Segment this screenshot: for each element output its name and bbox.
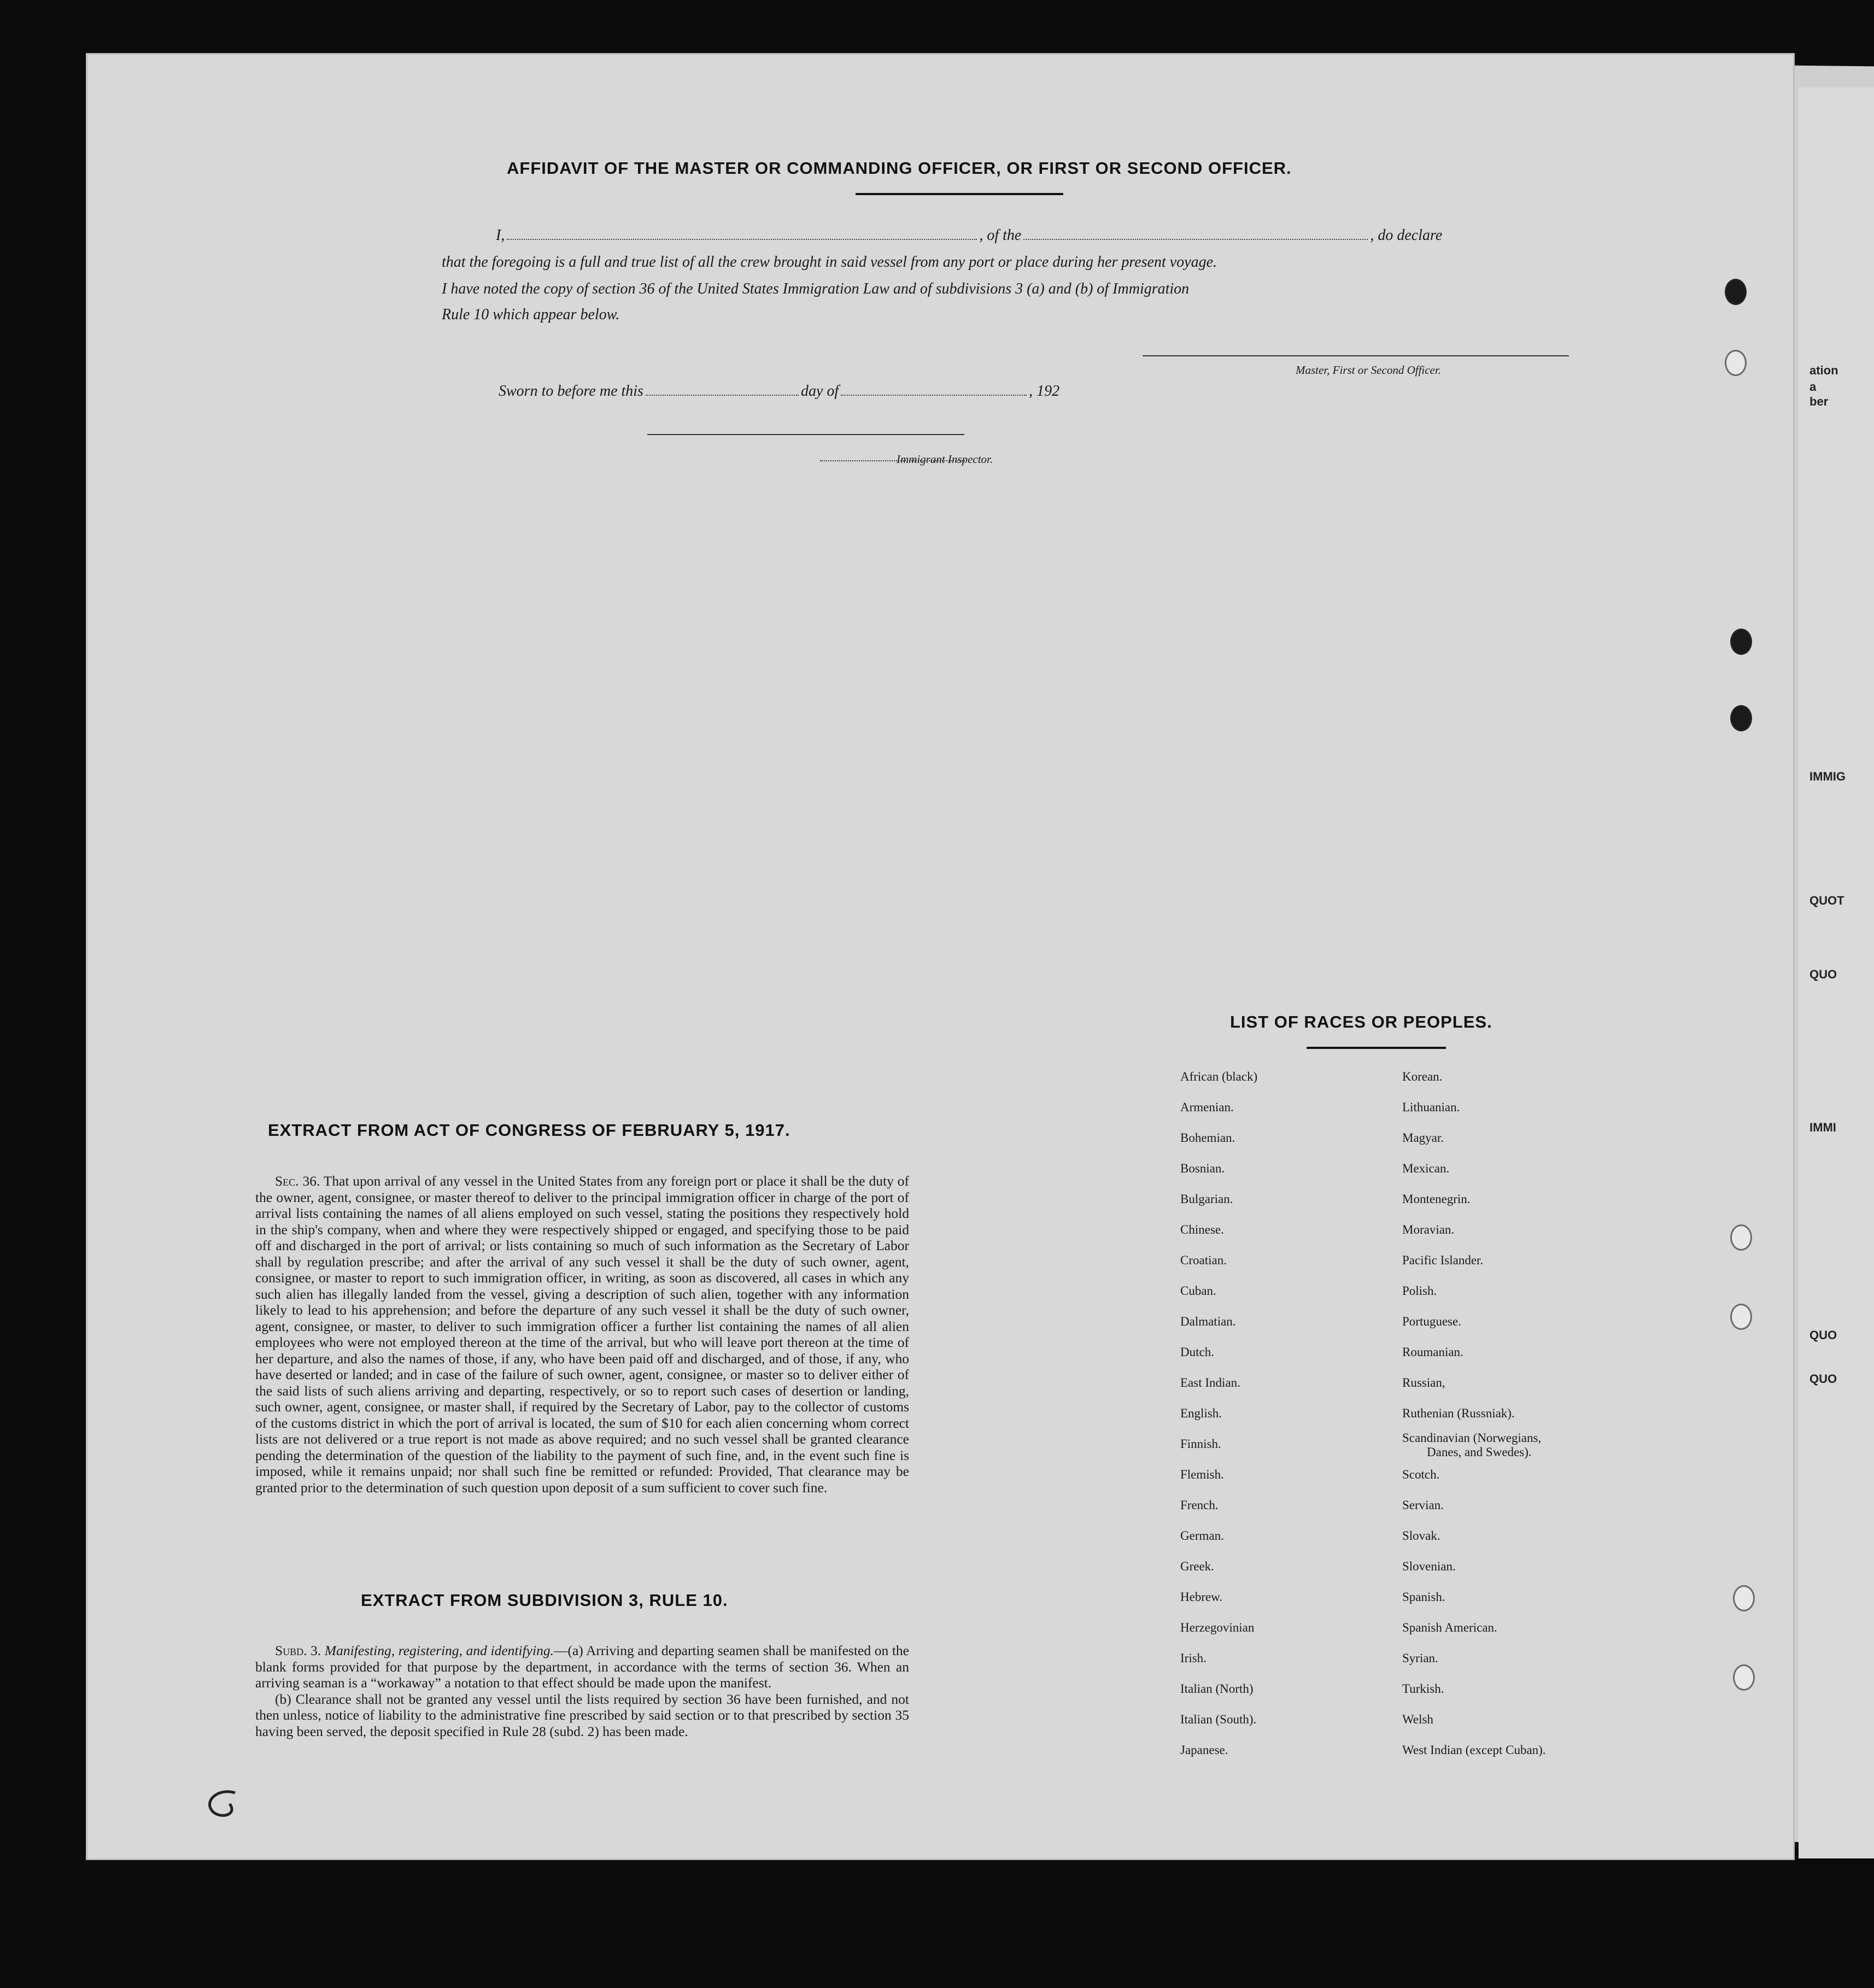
section-36-body: That upon arrival of any vessel in the United States from any foreign port or place it shall be the duty of the owner, agent, consignee, or master thereof to deliver to the principal immigration officer in charge of the port of arrival lists containing the names of all aliens employed on such vessel, stating the positions they respectively hold in the ship's company, when and where they were respectively shipped or engaged, and specifying those to be paid off and discharged in the port of arrival; or lists containing so much of such information as the Secretary of Labor shall by regulation prescribe; and after the arrival of any such vessel it shall be the duty of such owner, agent, consignee, or master to report to such immigration officer, in writing, as soon as discovered, all cases in which any such alien has illegally landed from the vessel, giving a description of such alien, together with any information likely to lead to his apprehension; and before the departure of any such vessel it shall be the duty of such owner, agent, consignee, or master, to deliver to such immigration officer a further list containing the names of all alien employees who were not employed thereon at the time of the arrival, but who will leave port thereon at the time of her departure, and also the names of those, if any, who have been paid off and discharged, and of those, if any, who have deserted or landed; and in case of the failure of such owner, agent, consignee, or master so to deliver either of the said lists of such aliens arriving and departing, respectively, or so to report such cases of desertion or landing, such owner, agent, consignee, or master shall, if required by the Secretary of Labor, pay to the collector of customs of the customs district in which the port of arrival is located, the sum of $10 for each alien concerning whom correct lists are not delivered or a true report is not made as above required; and no such vessel shall be granted clearance pending the determination of the question of the liability to the payment of such fine, and, in the event such fine is imposed, while it remains unpaid; nor shall such fine be remitted or refunded: Provided, That clearance may be granted prior to the determination of such question upon deposit of a sum sufficient to cover such fine.	[255, 1173, 909, 1496]
margin-fragment: QUO	[1809, 967, 1837, 981]
section-36-text	[255, 1173, 909, 1496]
race-item: Welsh	[1402, 1713, 1433, 1726]
subdivision-b	[255, 1691, 909, 1740]
sworn-day-field[interactable]	[646, 394, 799, 396]
race-item: German.	[1180, 1529, 1224, 1543]
declaration-line-4: Rule 10 which appear below.	[442, 306, 620, 323]
race-item: Italian (South).	[1180, 1713, 1257, 1726]
race-item: Magyar.	[1402, 1131, 1444, 1145]
master-signature-line[interactable]	[1143, 355, 1569, 356]
punch-hole	[1730, 1224, 1752, 1251]
race-item: Korean.	[1402, 1070, 1443, 1083]
punch-hole	[1725, 350, 1747, 376]
race-item: Scotch.	[1402, 1468, 1440, 1481]
races-underline	[1307, 1047, 1446, 1049]
race-item: Russian,	[1402, 1376, 1445, 1389]
race-item: Greek.	[1180, 1559, 1214, 1573]
inspector-label: Immigrant Inspector.	[897, 453, 993, 466]
margin-fragment: QUO	[1809, 1328, 1837, 1342]
do-declare-label: , do declare	[1370, 227, 1443, 244]
race-item: East Indian.	[1180, 1376, 1240, 1389]
punch-hole	[1733, 1585, 1755, 1611]
affidavit-title: AFFIDAVIT OF THE MASTER OR COMMANDING OFFICER, OR FIRST OR SECOND OFFICER.	[507, 159, 1292, 178]
declaration-line-3: I have noted the copy of section 36 of the United States Immigration Law and of subdivisions 3 (a) and (b) of Immigration	[442, 280, 1190, 297]
race-item-continued: Danes, and Swedes).	[1427, 1445, 1532, 1459]
race-item: Armenian.	[1180, 1100, 1234, 1114]
punch-hole	[1730, 629, 1752, 655]
race-item: Slovenian.	[1402, 1559, 1456, 1573]
race-item: Dutch.	[1180, 1345, 1214, 1359]
margin-fragment: QUO	[1809, 1372, 1837, 1386]
document-page	[87, 55, 1793, 1858]
race-item: Croatian.	[1180, 1253, 1227, 1267]
sworn-label: Sworn to before me this	[499, 383, 643, 400]
sworn-month-field[interactable]	[841, 394, 1027, 396]
race-item: Irish.	[1180, 1651, 1207, 1665]
subd-para-b: (b) Clearance shall not be granted any vessel until the lists required by section 36 have been furnished, and not then unless, notice of liability to the administrative fine prescribed by said section or to that prescribed by section 35 having been served, the deposit specified in Rule 28 (subd. 2) has been made.	[255, 1691, 909, 1739]
races-right-column	[1402, 1062, 1546, 1766]
section-lead: Sec. 36.	[275, 1173, 320, 1189]
race-item: Portuguese.	[1402, 1315, 1461, 1328]
subdivision-a	[255, 1643, 909, 1691]
position-field[interactable]	[1023, 238, 1368, 240]
race-item: Dalmatian.	[1180, 1315, 1236, 1328]
race-item: Bohemian.	[1180, 1131, 1235, 1145]
subd-heading: Manifesting, registering, and identifying.	[324, 1643, 554, 1658]
master-signature-label: Master, First or Second Officer.	[1296, 363, 1441, 377]
race-item: Chinese.	[1180, 1223, 1224, 1236]
race-item: Lithuanian.	[1402, 1100, 1460, 1114]
race-item: Montenegrin.	[1402, 1192, 1471, 1206]
punch-hole	[1733, 1664, 1755, 1691]
race-item: Servian.	[1402, 1498, 1444, 1512]
i-label: I,	[496, 227, 505, 244]
margin-fragment: IMMI	[1809, 1121, 1836, 1134]
handwritten-mark	[197, 1787, 246, 1826]
race-item: Spanish American.	[1402, 1621, 1497, 1634]
race-item: Roumanian.	[1402, 1345, 1463, 1359]
race-item: Mexican.	[1402, 1162, 1450, 1175]
subd-para-a: —(a) Arriving and departing seamen shall be manifested on the blank forms provided for that purpose by the department, in accordance with the terms of section 36. When an arriving seaman is a “workaway” a notation to that effect should be made upon the manifest.	[255, 1643, 909, 1691]
races-left-column	[1180, 1062, 1257, 1766]
race-item: Spanish.	[1402, 1590, 1445, 1604]
race-item: Herzegovinian	[1180, 1621, 1255, 1634]
name-field[interactable]	[507, 238, 977, 240]
race-item: Syrian.	[1402, 1651, 1438, 1665]
race-item: Turkish.	[1402, 1682, 1444, 1696]
subd-lead: Subd. 3.	[275, 1643, 321, 1658]
margin-fragment: ber	[1809, 395, 1829, 408]
rule-extract-title: EXTRACT FROM SUBDIVISION 3, RULE 10.	[361, 1591, 728, 1610]
race-item: French.	[1180, 1498, 1219, 1512]
punch-hole	[1730, 1304, 1752, 1330]
race-item: Cuban.	[1180, 1284, 1216, 1298]
sworn-line	[499, 383, 1059, 400]
race-item: Flemish.	[1180, 1468, 1224, 1481]
margin-fragment: a	[1809, 380, 1817, 394]
race-item: Moravian.	[1402, 1223, 1455, 1236]
race-item: Ruthenian (Russniak).	[1402, 1406, 1515, 1420]
race-item: Japanese.	[1180, 1743, 1228, 1757]
punch-hole	[1725, 279, 1747, 305]
subdivision-text	[255, 1643, 909, 1739]
margin-fragment: QUOT	[1809, 894, 1844, 907]
race-item: English.	[1180, 1406, 1222, 1420]
race-item: Bulgarian.	[1180, 1192, 1233, 1206]
race-item: Bosnian.	[1180, 1162, 1225, 1175]
race-item: Hebrew.	[1180, 1590, 1223, 1604]
race-item: Scandinavian (Norwegians,	[1402, 1431, 1542, 1445]
inspector-signature-line[interactable]	[647, 434, 964, 435]
race-item: Finnish.	[1180, 1437, 1221, 1451]
declaration-line-1	[496, 227, 1442, 244]
year-label: , 192	[1029, 383, 1060, 400]
declaration-line-2: that the foregoing is a full and true list of all the crew brought in said vessel from any port or place during her present voyage.	[442, 254, 1217, 271]
day-of-label: day of	[800, 383, 839, 400]
act-extract-title: EXTRACT FROM ACT OF CONGRESS OF FEBRUARY 5, 1917.	[268, 1121, 790, 1140]
race-item: Slovak.	[1402, 1529, 1440, 1543]
race-item: Pacific Islander.	[1402, 1253, 1484, 1267]
race-item-scandinavian	[1402, 1429, 1546, 1459]
race-item: Italian (North)	[1180, 1682, 1254, 1696]
of-the-label: , of the	[979, 227, 1022, 244]
margin-fragment: IMMIG	[1809, 770, 1846, 783]
races-title: LIST OF RACES OR PEOPLES.	[1230, 1012, 1492, 1031]
race-item: African (black)	[1180, 1070, 1258, 1083]
race-item: Polish.	[1402, 1284, 1437, 1298]
title-underline	[856, 193, 1063, 195]
margin-fragment: ation	[1809, 363, 1838, 377]
race-item: West Indian (except Cuban).	[1402, 1743, 1546, 1757]
punch-hole	[1730, 705, 1752, 731]
